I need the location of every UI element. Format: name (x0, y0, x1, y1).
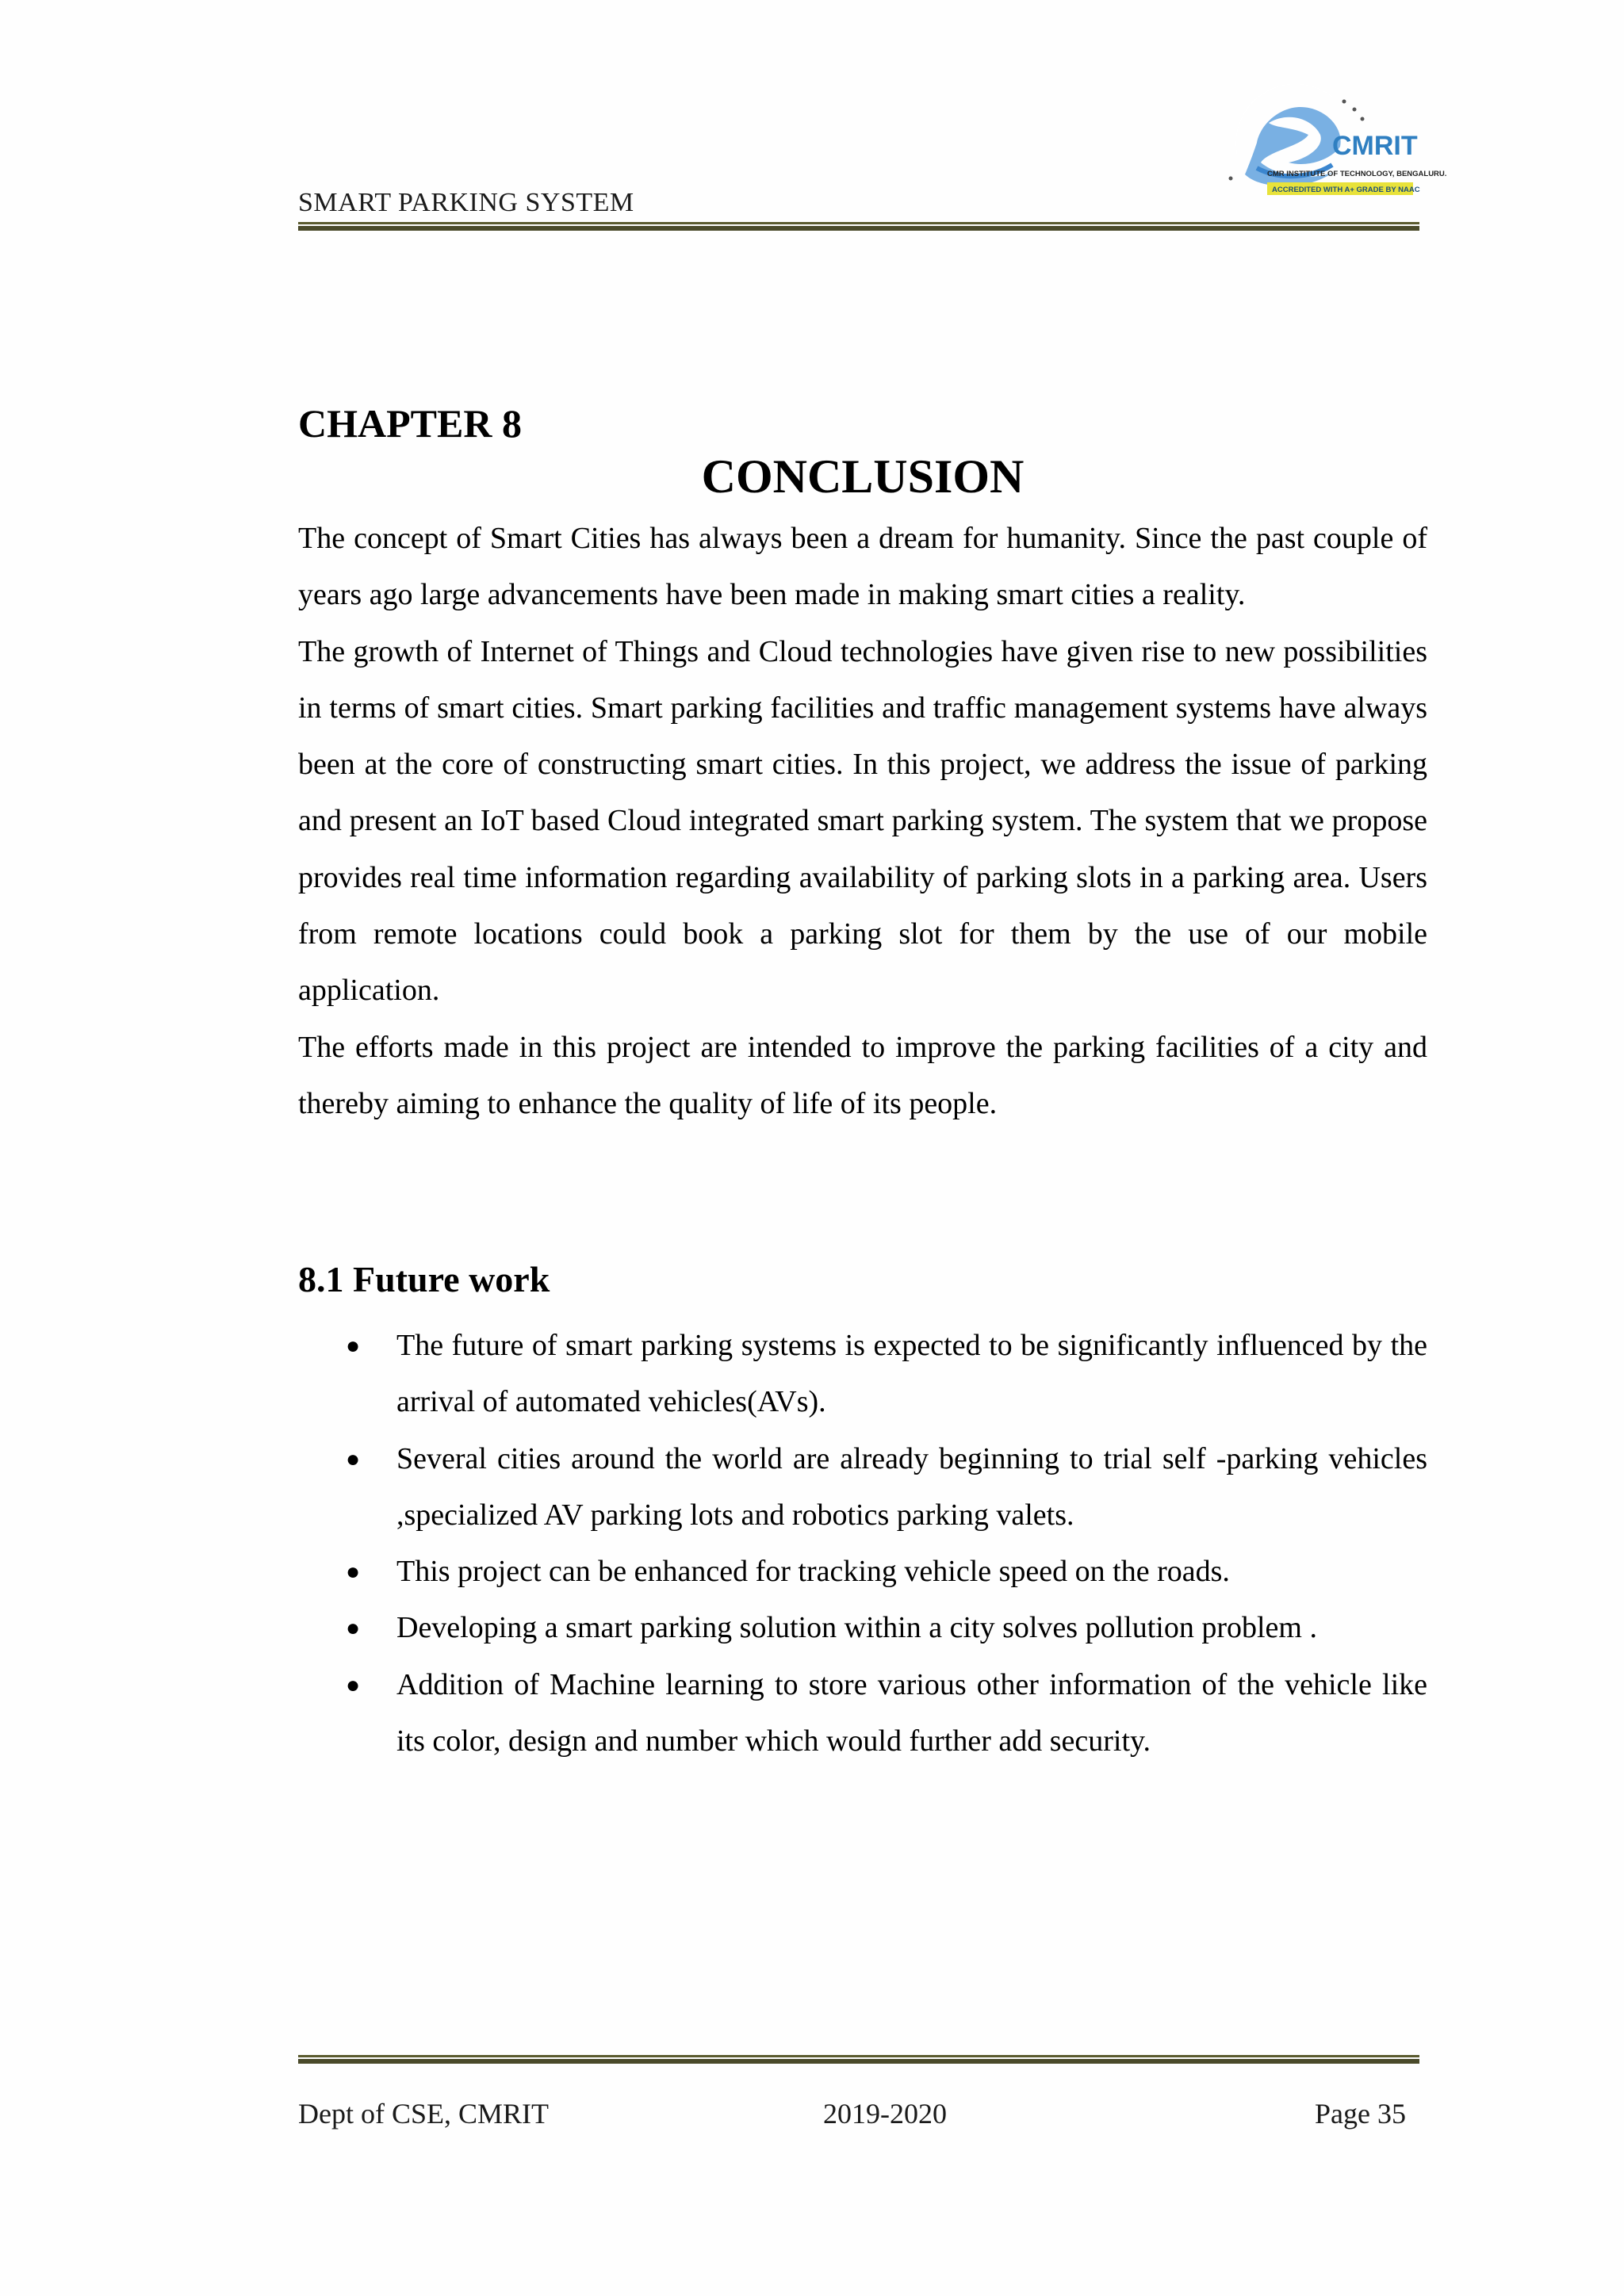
footer-academic-year: 2019-2020 (823, 2098, 947, 2130)
chapter-title: CONCLUSION (701, 450, 1025, 503)
paragraph: The concept of Smart Cities has always been a dream for humanity. Since the past couple of years ago large advancements have been made in making smart cities a reality. (298, 522, 1427, 612)
list-item (298, 1431, 1427, 1544)
bullet-icon: ● (346, 1445, 361, 1472)
list-item (298, 1318, 1427, 1431)
future-work-list (298, 1318, 1427, 1770)
bullet-icon: ● (346, 1559, 361, 1586)
chapter-number: CHAPTER 8 (298, 401, 522, 446)
list-item (298, 1600, 1427, 1656)
bullet-icon: ● (346, 1671, 361, 1698)
list-item-text: Addition of Machine learning to store various other information of the vehicle like its color, design and number which would further add security. (396, 1667, 1427, 1758)
list-item-text: Several cities around the world are already beginning to trial self -parking vehicles ,specialized AV parking lots and robotics parking valets. (396, 1441, 1427, 1532)
list-item-text: Developing a smart parking solution within a city solves pollution problem . (396, 1611, 1317, 1645)
logo-badge-text: ACCREDITED WITH A+ GRADE BY NAAC (1272, 186, 1420, 194)
list-item-text: This project can be enhanced for tracking vehicle speed on the roads. (396, 1555, 1230, 1589)
paragraph: The growth of Internet of Things and Cloud technologies have given rise to new possibilities in terms of smart cities. Smart parking facilities and traffic management systems have always been at the core of constructing smart cities. In this project, we address the issue of parking and present an IoT based Cloud integrated smart parking system. The system that we propose provides real time information regarding availability of parking slots in a parking area. Users from remote locations could book a parking slot for them by the use of our mobile application. (298, 634, 1427, 1008)
footer-page-number: Page 35 (1315, 2098, 1406, 2130)
section-heading: 8.1 Future work (298, 1259, 550, 1299)
header-rule (298, 222, 1419, 232)
conclusion-body (298, 511, 1427, 1132)
paragraph: The efforts made in this project are intended to improve the parking facilities of a city and thereby aiming to enhance the quality of life of its people. (298, 1030, 1427, 1120)
bullet-icon: ● (346, 1333, 361, 1359)
footer-department: Dept of CSE, CMRIT (298, 2098, 550, 2130)
list-item (298, 1544, 1427, 1600)
list-item (298, 1657, 1427, 1770)
bullet-icon: ● (346, 1615, 361, 1642)
cmrit-logo (1213, 79, 1447, 214)
list-item-text: The future of smart parking systems is expected to be significantly influenced by the arrival of automated vehicles(AVs). (396, 1329, 1427, 1419)
footer-rule (298, 2055, 1419, 2064)
running-header-title: SMART PARKING SYSTEM (298, 188, 634, 217)
logo-brand-text: CMRIT (1332, 131, 1418, 161)
logo-subtitle-text: CMR INSTITUTE OF TECHNOLOGY, BENGALURU. (1267, 170, 1447, 178)
